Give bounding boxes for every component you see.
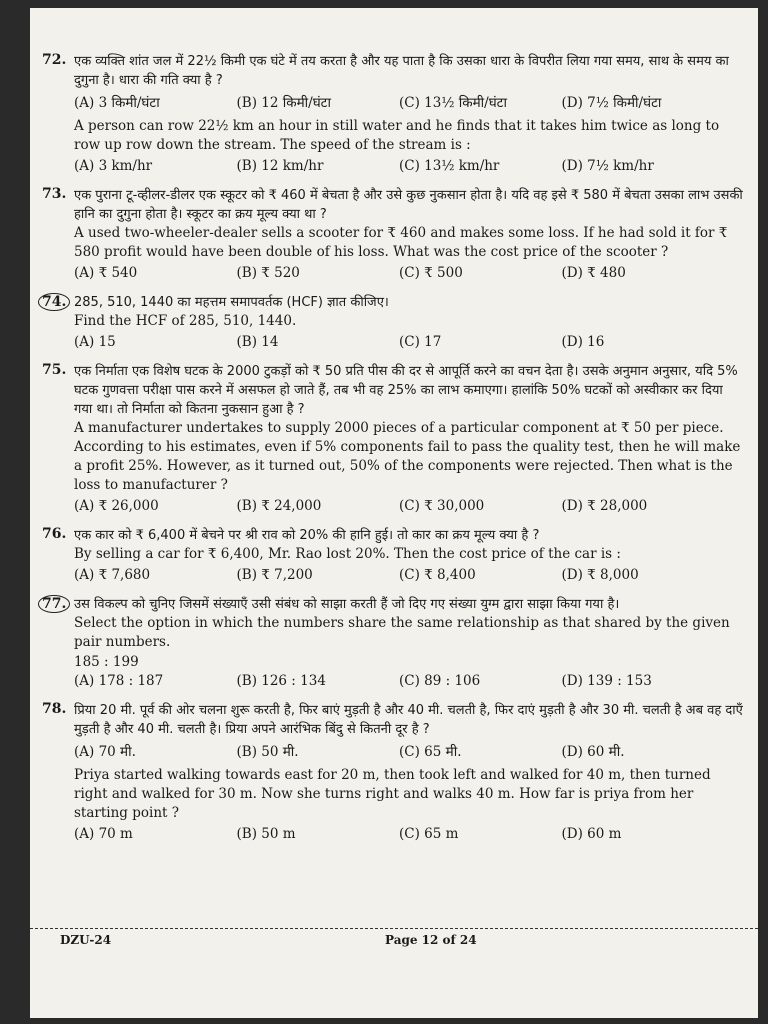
option-a[interactable]: (A) 3 किमी/घंटा xyxy=(74,95,160,111)
option-d[interactable]: (D) 16 xyxy=(561,334,605,350)
question-text-english: By selling a car for ₹ 6,400, Mr. Rao lost 20%. Then the cost price of the car is : xyxy=(74,546,621,562)
option-d[interactable]: (D) ₹ 8,000 xyxy=(561,567,639,583)
option-c[interactable]: (C) 13½ किमी/घंटा xyxy=(399,95,507,111)
question-78 xyxy=(42,701,744,842)
option-b[interactable]: (B) ₹ 7,200 xyxy=(236,567,313,583)
option-c[interactable]: (C) 65 मी. xyxy=(399,744,462,760)
options-hindi xyxy=(74,742,744,760)
option-d[interactable]: (D) 60 मी. xyxy=(561,744,625,760)
question-text-english: A person can row 22½ km an hour in still water and he finds that it takes him twice as long to row up row down the stream. The speed of the stream is : xyxy=(74,118,720,153)
question-text-english: A used two-wheeler-dealer sells a scooter for ₹ 460 and makes some loss. If he had sold it for ₹ 580 profit would have been double of his loss. What was the cost price of the scooter ? xyxy=(74,225,728,260)
option-a[interactable]: (A) 70 मी. xyxy=(74,744,136,760)
question-number: 78. xyxy=(42,701,67,717)
option-b[interactable]: (B) 50 m xyxy=(236,826,296,842)
question-text-english: A manufacturer undertakes to supply 2000 pieces of a particular component at ₹ 50 per piece. According to his estimates, even if 5% components fail to pass the quality test, then he will make a profit 25%. However, as it turned out, 50% of the components were rejected. Then what is the loss to manufacturer ? xyxy=(74,420,741,493)
option-c[interactable]: (C) 89 : 106 xyxy=(399,673,481,689)
question-text-hindi: उस विकल्प को चुनिए जिसमें संख्याएँ उसी संबंध को साझा करती हैं जो दिए गए संख्या युग्म द्वारा साझा किया गया है। xyxy=(74,597,620,612)
options-hindi xyxy=(74,93,744,111)
question-77 xyxy=(42,595,744,689)
options-english xyxy=(74,498,744,514)
option-a[interactable]: (A) 70 m xyxy=(74,826,133,842)
option-c[interactable]: (C) ₹ 500 xyxy=(399,265,463,281)
given-pair: 185 : 199 xyxy=(74,654,139,670)
option-b[interactable]: (B) 126 : 134 xyxy=(236,673,326,689)
options-english xyxy=(74,673,744,689)
option-c[interactable]: (C) 13½ km/hr xyxy=(399,158,500,174)
exam-page xyxy=(30,8,758,1018)
options-english xyxy=(74,567,744,583)
question-76 xyxy=(42,526,744,583)
question-number: 77. xyxy=(38,595,70,613)
question-text-hindi: एक कार को ₹ 6,400 में बेचने पर श्री राव को 20% की हानि हुई। तो कार का क्रय मूल्य क्या है ? xyxy=(74,528,540,543)
question-number: 73. xyxy=(42,186,67,202)
options-english xyxy=(74,158,744,174)
booklet-code: DZU-24 xyxy=(60,933,112,947)
option-a[interactable]: (A) ₹ 7,680 xyxy=(74,567,151,583)
question-text-hindi: एक निर्माता एक विशेष घटक के 2000 टुकड़ों को ₹ 50 प्रति पीस की दर से आपूर्ति करने का वचन देता है। उसके अनुमान अनुसार, यदि 5% घटक गुणवत्ता परीक्षा पास करने में असफल हो जाते हैं, तब भी वह 25% का लाभ कमाएगा। हालांकि 50% घटकों को अस्वीकार कर दिया गया था। तो निर्माता को कितना नुकसान हुआ है ? xyxy=(74,364,738,417)
question-number: 72. xyxy=(42,52,67,68)
options-english xyxy=(74,334,744,350)
option-a[interactable]: (A) 3 km/hr xyxy=(74,158,153,174)
option-b[interactable]: (B) 12 km/hr xyxy=(236,158,324,174)
question-73 xyxy=(42,186,744,281)
question-number: 76. xyxy=(42,526,67,542)
option-d[interactable]: (D) ₹ 480 xyxy=(561,265,626,281)
question-text-hindi: एक पुराना टू-व्हीलर-डीलर एक स्कूटर को ₹ 460 में बेचता है और उसे कुछ नुकसान होता है। यदि वह इसे ₹ 580 में बेचता उसका लाभ उसकी हानि का दुगुना होता है। स्कूटर का क्रय मूल्य क्या था ? xyxy=(74,188,743,222)
options-english xyxy=(74,265,744,281)
option-c[interactable]: (C) ₹ 8,400 xyxy=(399,567,476,583)
option-c[interactable]: (C) 65 m xyxy=(399,826,459,842)
question-72 xyxy=(42,52,744,174)
page-footer xyxy=(30,928,758,947)
question-number: 74. xyxy=(38,293,70,311)
question-text-hindi: 285, 510, 1440 का महत्तम समापवर्तक (HCF) ज्ञात कीजिए। xyxy=(74,295,389,310)
option-b[interactable]: (B) ₹ 24,000 xyxy=(236,498,322,514)
question-text-hindi: प्रिया 20 मी. पूर्व की ओर चलना शुरू करती है, फिर बाएं मुड़ती है और 40 मी. चलती है, फिर दाएं मुड़ती है और 30 मी. चलती है अब वह दाएँ मुड़ती है और 40 मी. चलती है। प्रिया अपने आरंभिक बिंदु से कितनी दूर है ? xyxy=(74,703,743,737)
option-a[interactable]: (A) 178 : 187 xyxy=(74,673,164,689)
question-text-hindi: एक व्यक्ति शांत जल में 22½ किमी एक घंटे में तय करता है और यह पाता है कि उसका धारा के विपरीत लिया गया समय, साथ के समय का दुगुना है। धारा की गति क्या है ? xyxy=(74,54,729,88)
option-b[interactable]: (B) 50 मी. xyxy=(236,744,299,760)
question-text-english: Select the option in which the numbers share the same relationship as that shared by the given pair numbers. xyxy=(74,615,730,650)
option-c[interactable]: (C) ₹ 30,000 xyxy=(399,498,485,514)
option-d[interactable]: (D) 139 : 153 xyxy=(561,673,652,689)
option-d[interactable]: (D) ₹ 28,000 xyxy=(561,498,648,514)
option-c[interactable]: (C) 17 xyxy=(399,334,442,350)
question-74 xyxy=(42,293,744,350)
question-list xyxy=(30,8,758,842)
question-75 xyxy=(42,362,744,514)
option-a[interactable]: (A) ₹ 26,000 xyxy=(74,498,159,514)
option-a[interactable]: (A) 15 xyxy=(74,334,116,350)
option-d[interactable]: (D) 7½ किमी/घंटा xyxy=(561,95,662,111)
question-text-english: Find the HCF of 285, 510, 1440. xyxy=(74,313,297,329)
option-d[interactable]: (D) 60 m xyxy=(561,826,622,842)
option-b[interactable]: (B) 12 किमी/घंटा xyxy=(236,95,331,111)
options-english xyxy=(74,826,744,842)
page-number: Page 12 of 24 xyxy=(385,933,477,947)
option-a[interactable]: (A) ₹ 540 xyxy=(74,265,138,281)
option-b[interactable]: (B) ₹ 520 xyxy=(236,265,300,281)
option-b[interactable]: (B) 14 xyxy=(236,334,279,350)
question-number: 75. xyxy=(42,362,67,378)
question-text-english: Priya started walking towards east for 20 m, then took left and walked for 40 m, then turned right and walked for 30 m. Now she turns right and walks 40 m. How far is priya from her starting point ? xyxy=(74,767,711,821)
option-d[interactable]: (D) 7½ km/hr xyxy=(561,158,654,174)
